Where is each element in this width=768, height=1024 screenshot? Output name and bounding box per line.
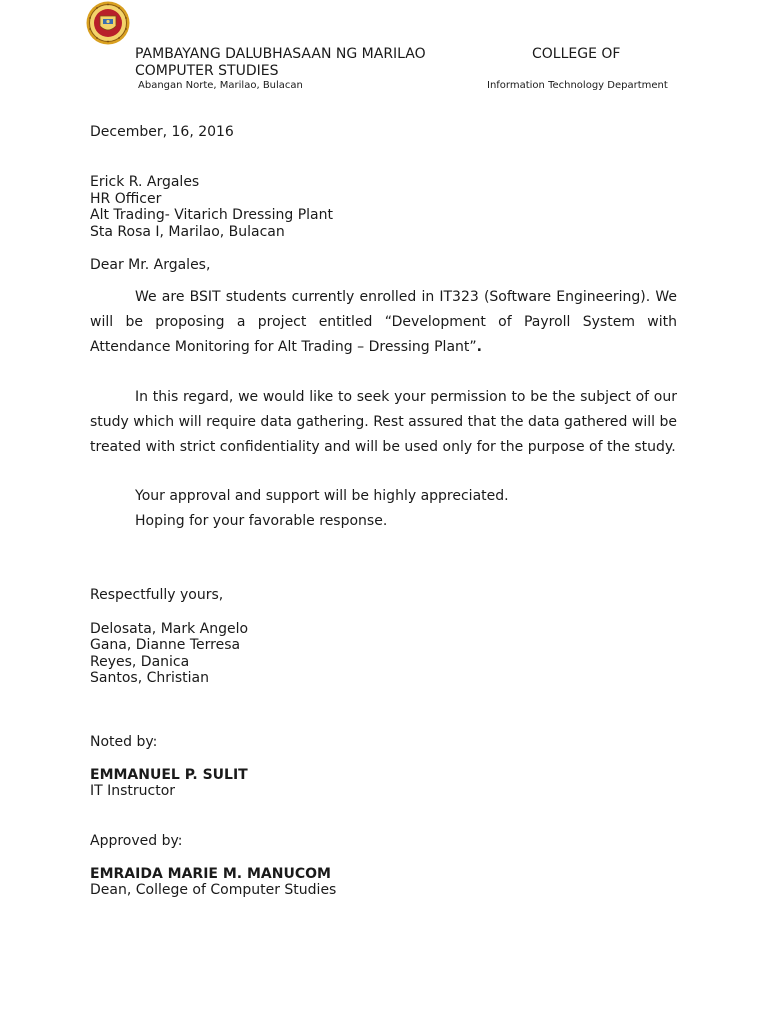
noted-by-label: Noted by: [90,733,158,750]
signatory-name: Delosata, Mark Angelo [90,620,249,637]
noted-by-title: IT Instructor [90,783,176,799]
letter-date: December, 16, 2016 [90,124,234,140]
approved-by-name: EMRAIDA MARIE M. MANUCOM [90,865,331,882]
signatory-name: Santos, Christian [90,670,210,686]
body-line-approval: Your approval and support will be highly appreciated. [135,488,509,504]
approved-by-label: Approved by: [90,832,183,849]
salutation: Dear Mr. Argales, [90,257,211,273]
noted-by-name: EMMANUEL P. SULIT [90,766,248,783]
recipient-name: Erick R. Argales [90,174,200,190]
department-name: Information Technology Department [487,80,668,91]
body-paragraph-2: In this regard, we would like to seek your permission to be the subject of our study which will require data gathering. Rest assured that the data gathered will be treated with strict confidentiality and will be used only for the purpose of the study. [90,388,677,455]
body-paragraph-1-period: . [476,339,482,355]
closing: Respectfully yours, [90,587,224,603]
body-line-hoping: Hoping for your favorable response. [135,513,388,529]
signatory-name: Gana, Dianne Terresa [90,637,241,653]
college-name-part1: COLLEGE OF [532,46,621,62]
approved-by-title: Dean, College of Computer Studies [90,882,337,898]
school-name: PAMBAYANG DALUBHASAAN NG MARILAO [135,46,426,62]
recipient-title: HR Officer [90,190,162,207]
college-name-part2: COMPUTER STUDIES [135,63,279,79]
school-seal-logo [86,1,130,45]
body-paragraph-1 [90,285,677,360]
recipient-company: Alt Trading- Vitarich Dressing Plant [90,207,333,223]
signatory-name: Reyes, Danica [90,653,190,670]
school-address: Abangan Norte, Marilao, Bulacan [138,80,303,91]
body-paragraph-1-text: We are BSIT students currently enrolled in IT323 (Software Engineering). We will be proposing a project entitled “Development of Payroll System with Attendance Monitoring for Alt Trading – Dressing Plant” [90,289,677,355]
recipient-address: Sta Rosa I, Marilao, Bulacan [90,223,285,240]
